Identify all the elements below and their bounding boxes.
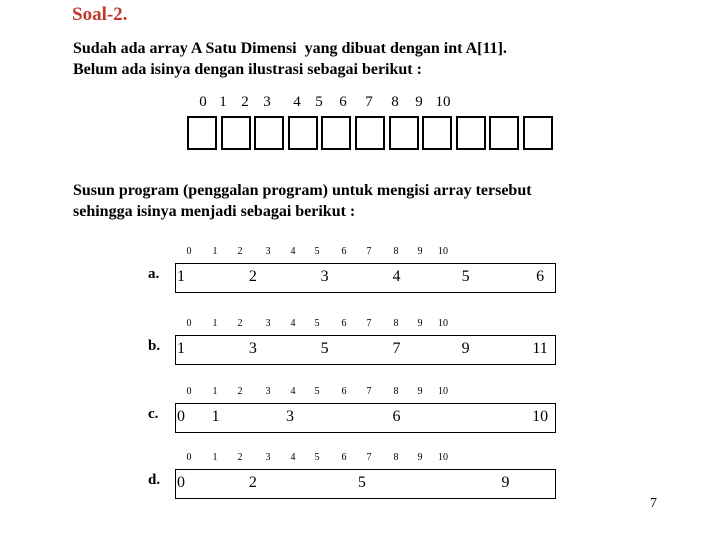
index-label: 0: [186, 318, 192, 329]
index-label: 8: [393, 386, 399, 397]
array-cell: [389, 116, 419, 150]
index-label: 3: [265, 246, 271, 257]
index-label: 1: [212, 246, 218, 257]
index-label: 5: [314, 246, 320, 257]
index-label: 4: [290, 318, 296, 329]
index-label: 6: [341, 318, 347, 329]
row-label: c.: [148, 406, 159, 422]
array-cell: [422, 116, 452, 150]
index-label: 1: [212, 386, 218, 397]
index-label: 1: [219, 94, 227, 110]
array-cell: [254, 116, 284, 150]
index-label: 4: [293, 94, 301, 110]
intro-line-1: Sudah ada array A Satu Dimensi yang dibuat dengan int A[11].: [73, 40, 507, 57]
index-label: 10: [438, 452, 448, 463]
array-value: 3: [286, 408, 295, 425]
empty-array: [187, 116, 557, 152]
index-label: 9: [415, 94, 423, 110]
array-cell: [288, 116, 318, 150]
array-value: 5: [357, 474, 366, 491]
array-value: 10: [532, 408, 549, 425]
index-label: 5: [314, 386, 320, 397]
array-value: 6: [536, 268, 545, 285]
array-value: 11: [532, 340, 548, 357]
index-label: 0: [199, 94, 207, 110]
array-value: 2: [248, 474, 257, 491]
index-label: 5: [314, 318, 320, 329]
index-label: 3: [263, 94, 271, 110]
array-value: 4: [392, 268, 401, 285]
array-cell: [187, 116, 217, 150]
index-label: 1: [212, 318, 218, 329]
array-cell: [456, 116, 486, 150]
array-cell: [523, 116, 553, 150]
array-value: 9: [501, 474, 510, 491]
index-label: 9: [417, 246, 423, 257]
filled-array: [175, 263, 556, 293]
array-value: 9: [461, 340, 470, 357]
array-value: 5: [320, 340, 329, 357]
index-label: 3: [265, 386, 271, 397]
index-label: 5: [314, 452, 320, 463]
index-label: 2: [237, 386, 243, 397]
index-label: 0: [186, 452, 192, 463]
intro-line-2: Belum ada isinya dengan ilustrasi sebagai berikut :: [73, 61, 422, 78]
array-value: 3: [320, 268, 329, 285]
index-label: 4: [290, 452, 296, 463]
index-label: 2: [237, 246, 243, 257]
index-label: 7: [366, 452, 372, 463]
index-label: 3: [265, 318, 271, 329]
index-label: 6: [339, 94, 347, 110]
task-paragraph: [73, 180, 532, 222]
index-label: 9: [417, 318, 423, 329]
index-label: 8: [391, 94, 399, 110]
index-label: 8: [393, 246, 399, 257]
index-label: 0: [186, 386, 192, 397]
array-value: 0: [177, 474, 185, 491]
index-label: 7: [366, 246, 372, 257]
index-label: 10: [438, 386, 448, 397]
index-label: 2: [237, 318, 243, 329]
array-value: 6: [392, 408, 401, 425]
row-label: a.: [148, 266, 160, 282]
index-label: 6: [341, 452, 347, 463]
array-cell: [355, 116, 385, 150]
index-label: 4: [290, 386, 296, 397]
index-label: 6: [341, 386, 347, 397]
task-line-2: sehingga isinya menjadi sebagai berikut :: [73, 203, 356, 220]
array-value: 2: [248, 268, 257, 285]
array-value: 1: [177, 340, 185, 357]
array-value: 3: [248, 340, 257, 357]
array-value: 1: [211, 408, 220, 425]
index-label: 0: [186, 246, 192, 257]
array-cell: [221, 116, 251, 150]
index-label: 8: [393, 452, 399, 463]
index-label: 2: [241, 94, 249, 110]
index-label: 4: [290, 246, 296, 257]
array-cell: [321, 116, 351, 150]
array-cell: [489, 116, 519, 150]
index-label: 7: [366, 386, 372, 397]
task-line-1: Susun program (penggalan program) untuk mengisi array tersebut: [73, 182, 532, 199]
index-label: 10: [435, 94, 451, 110]
row-label: b.: [148, 338, 161, 354]
row-label: d.: [148, 472, 161, 488]
array-value: 0: [177, 408, 185, 425]
index-label: 10: [438, 246, 448, 257]
index-label: 3: [265, 452, 271, 463]
array-value: 1: [177, 268, 185, 285]
filled-array: [175, 403, 556, 433]
index-label: 10: [438, 318, 448, 329]
index-label: 7: [366, 318, 372, 329]
index-label: 2: [237, 452, 243, 463]
array-value: 7: [392, 340, 401, 357]
slide-title: Soal-2.: [72, 4, 128, 25]
filled-array: [175, 335, 556, 365]
index-label: 8: [393, 318, 399, 329]
index-label: 5: [315, 94, 323, 110]
index-label: 9: [417, 452, 423, 463]
index-label: 1: [212, 452, 218, 463]
page-number: 7: [650, 496, 657, 511]
intro-paragraph: [73, 38, 507, 80]
index-label: 9: [417, 386, 423, 397]
index-label: 7: [365, 94, 373, 110]
index-label: 6: [341, 246, 347, 257]
array-value: 5: [461, 268, 470, 285]
